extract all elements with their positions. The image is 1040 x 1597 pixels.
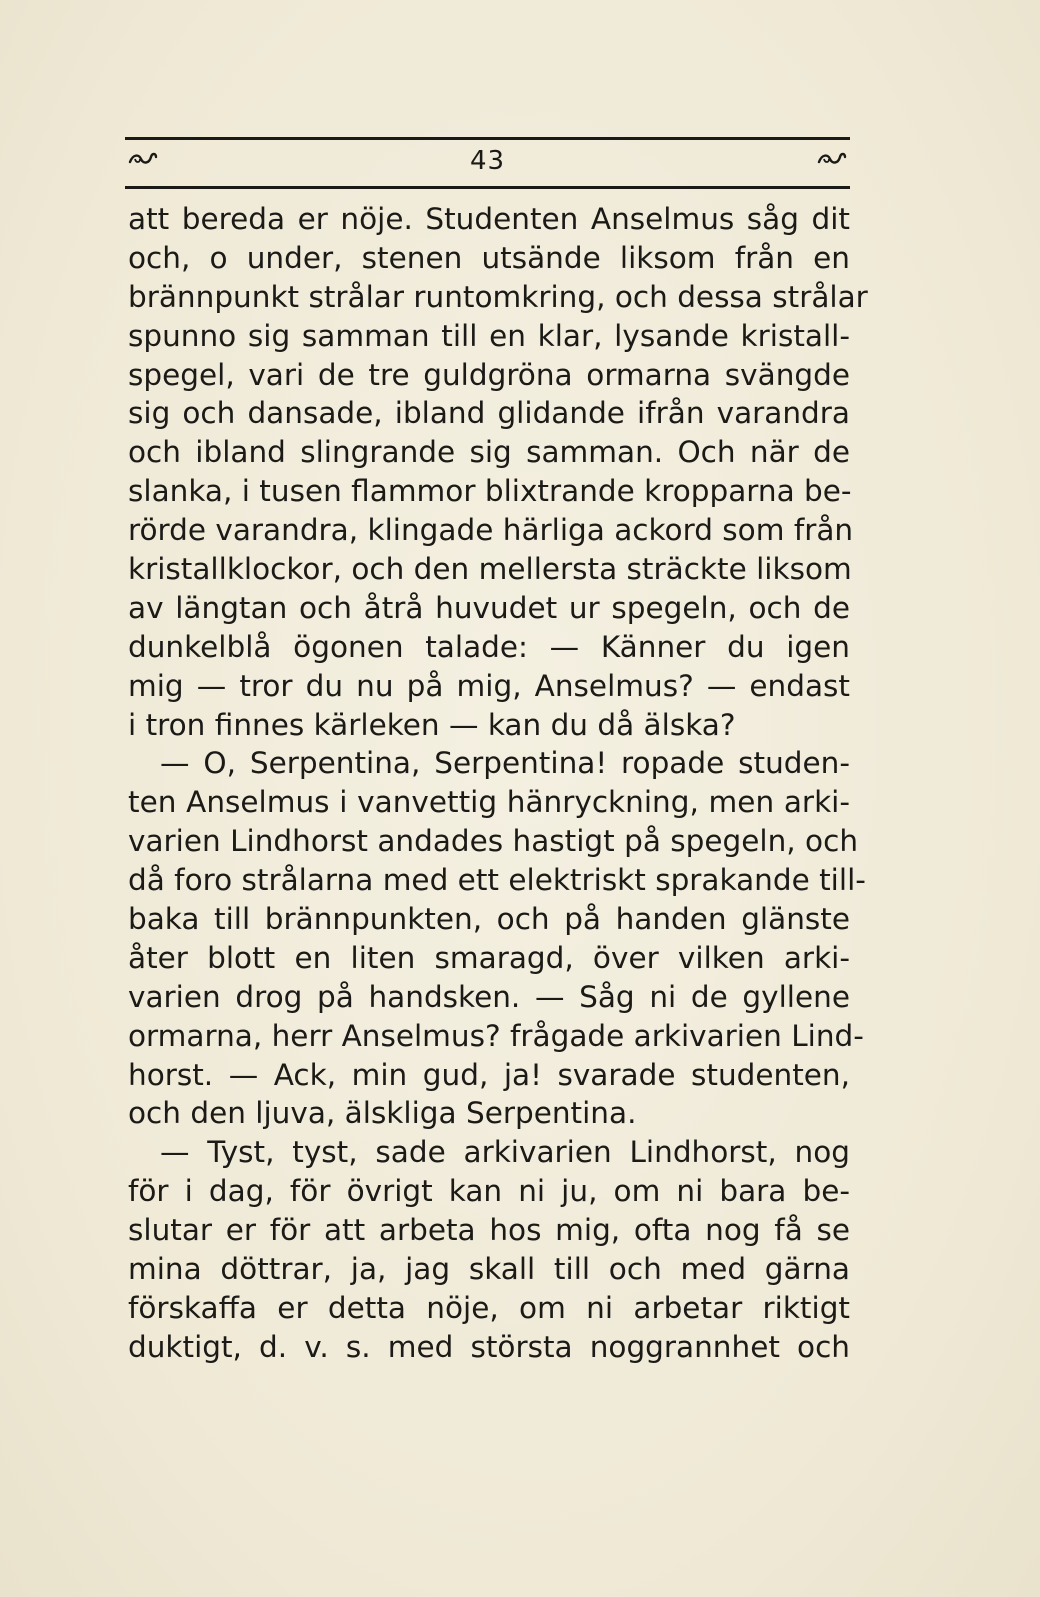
paragraph bbox=[128, 1133, 850, 1366]
text-line: kristallklockor, och den mellersta sträckte liksom bbox=[128, 552, 852, 587]
text-line: då foro strålarna med ett elektriskt sprakande till- bbox=[128, 863, 866, 898]
text-line: varien drog på handsken. — Såg ni de gyllene bbox=[128, 979, 850, 1014]
text-line: av längtan och åtrå huvudet ur spegeln, och de bbox=[128, 590, 850, 625]
text-line: åter blott en liten smaragd, över vilken arki- bbox=[128, 940, 850, 975]
text-line: — Tyst, tyst, sade arkivarien Lindhorst, nog bbox=[160, 1135, 850, 1170]
text-line: slutar er för att arbeta hos mig, ofta nog få se bbox=[128, 1213, 850, 1248]
text-line: varien Lindhorst andades hastigt på spegeln, och bbox=[128, 824, 859, 859]
text-line: sig och dansade, ibland glidande ifrån varandra bbox=[128, 396, 850, 431]
text-line: förskaffa er detta nöje, om ni arbetar riktigt bbox=[128, 1290, 850, 1325]
text-line: rörde varandra, klingade härliga ackord som från bbox=[128, 513, 854, 548]
running-header bbox=[125, 140, 850, 184]
text-line: och den ljuva, älskliga Serpentina. bbox=[128, 1096, 637, 1131]
header-rule-bottom bbox=[125, 186, 850, 189]
text-line: och, o under, stenen utsände liksom från en bbox=[128, 240, 850, 275]
page-number: 43 bbox=[469, 146, 506, 176]
text-line: duktigt, d. v. s. med största noggrannhet och bbox=[128, 1329, 850, 1364]
paragraph bbox=[128, 744, 866, 1133]
text-line: ormarna, herr Anselmus? frågade arkivarien Lind- bbox=[128, 1018, 864, 1053]
text-line: för i dag, för övrigt kan ni ju, om ni bara be- bbox=[128, 1174, 850, 1209]
text-line: slanka, i tusen flammor blixtrande kropparna be- bbox=[128, 474, 852, 509]
text-line: — O, Serpentina, Serpentina! ropade studen- bbox=[160, 746, 850, 781]
text-line: ten Anselmus i vanvettig hänryckning, men arki- bbox=[128, 785, 850, 820]
scroll-ornament-icon bbox=[816, 144, 848, 172]
text-line: dunkelblå ögonen talade: — Känner du igen bbox=[128, 629, 850, 664]
body-text bbox=[128, 200, 868, 1367]
text-line: horst. — Ack, min gud, ja! svarade studenten, bbox=[128, 1057, 850, 1092]
text-line: att bereda er nöje. Studenten Anselmus såg dit bbox=[128, 202, 850, 236]
text-line: i tron finnes kärleken — kan du då älska? bbox=[128, 707, 736, 742]
text-line: och ibland slingrande sig samman. Och när de bbox=[128, 435, 850, 470]
text-line: mina döttrar, ja, jag skall till och med gärna bbox=[128, 1252, 850, 1287]
text-line: spunno sig samman till en klar, lysande kristall- bbox=[128, 318, 850, 353]
text-line: brännpunkt strålar runtomkring, och dessa strålar bbox=[128, 279, 868, 314]
text-line: mig — tror du nu på mig, Anselmus? — endast bbox=[128, 668, 850, 703]
text-line: baka till brännpunkten, och på handen glänste bbox=[128, 902, 850, 937]
text-line: spegel, vari de tre guldgröna ormarna svängde bbox=[128, 357, 850, 392]
paragraph bbox=[128, 200, 868, 744]
